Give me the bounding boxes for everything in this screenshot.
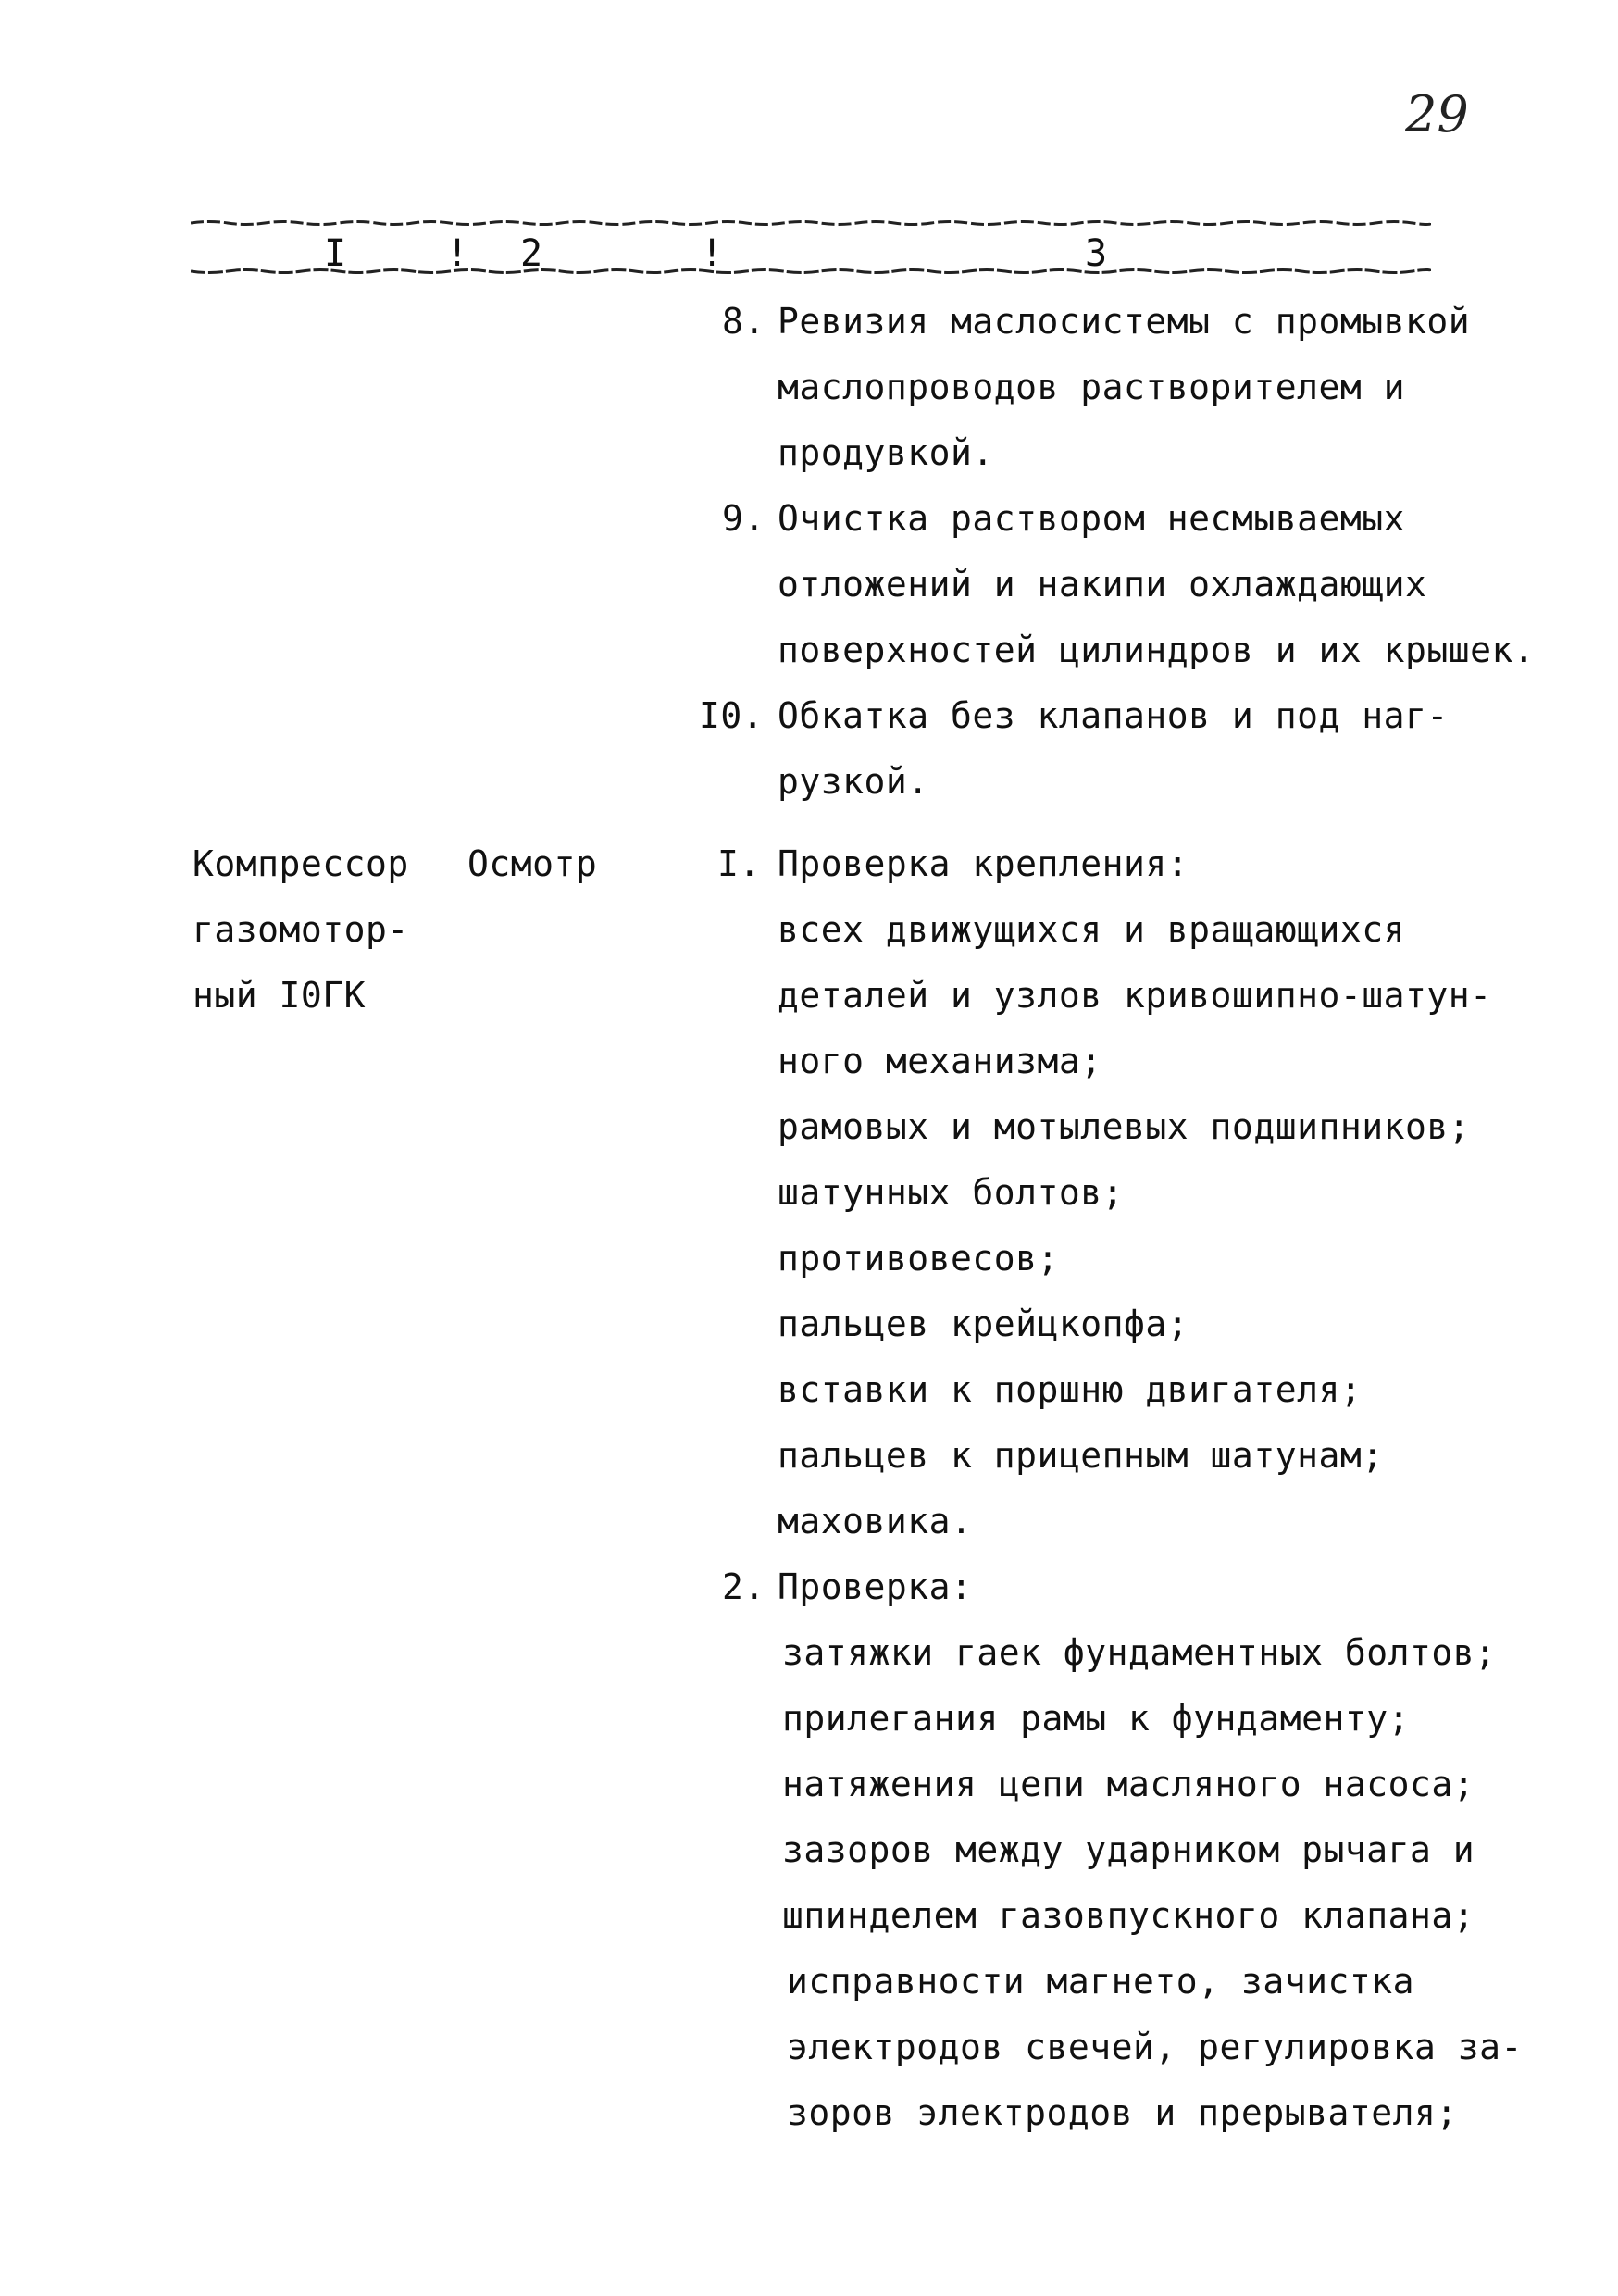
item-text: ного механизма;	[778, 1041, 1102, 1081]
equipment-name: газомотор-	[193, 909, 409, 950]
item-text: деталей и узлов кривошипно-шатун-	[778, 975, 1492, 1016]
item-text: маслопроводов растворителем и	[778, 367, 1405, 407]
header-bottom-rule	[191, 268, 1431, 274]
item-text: рузкой.	[778, 761, 929, 802]
item-number: 2.	[722, 1566, 765, 1607]
header-separator-1: !	[446, 232, 469, 275]
item-text: пальцев к прицепным шатунам;	[778, 1435, 1384, 1476]
page-number: 29	[1405, 85, 1469, 144]
item-text: шпинделем газовпускного клапана;	[782, 1895, 1475, 1936]
item-text: натяжения цепи масляного насоса;	[782, 1764, 1475, 1804]
item-text: Обкатка без клапанов и под наг-	[778, 695, 1449, 736]
header-separator-2: !	[701, 232, 724, 275]
item-text: всех движущихся и вращающихся	[778, 909, 1405, 950]
item-text: вставки к поршню двигателя;	[778, 1369, 1363, 1410]
item-text: Очистка раствором несмываемых	[778, 498, 1405, 539]
item-number: 8.	[722, 301, 765, 342]
item-text: шатунных болтов;	[778, 1172, 1125, 1213]
item-text: поверхностей цилиндров и их крышек.	[778, 630, 1536, 670]
header-col-2: 2	[520, 232, 543, 275]
item-text: прилегания рамы к фундаменту;	[782, 1698, 1410, 1739]
top-rule	[191, 220, 1431, 226]
item-number: I0.	[699, 695, 765, 736]
work-type: Осмотр	[467, 843, 598, 884]
equipment-name: Компрессор	[193, 843, 409, 884]
header-col-3: 3	[1085, 232, 1108, 275]
item-text: продувкой.	[778, 432, 994, 473]
item-text: маховика.	[778, 1501, 973, 1541]
item-text: Проверка крепления:	[778, 843, 1189, 884]
item-text: отложений и накипи охлаждающих	[778, 564, 1427, 605]
item-text: электродов свечей, регулировка за-	[787, 2027, 1523, 2067]
item-text: затяжки гаек фундаментных болтов;	[782, 1632, 1497, 1673]
item-text: Ревизия маслосистемы с промывкой	[778, 301, 1471, 342]
item-number: 9.	[722, 498, 765, 539]
item-text: рамовых и мотылевых подшипников;	[778, 1106, 1471, 1147]
item-text: зазоров между ударником рычага и	[782, 1829, 1475, 1870]
item-text: Проверка:	[778, 1566, 973, 1607]
item-number: I.	[717, 843, 761, 884]
item-text: пальцев крейцкопфа;	[778, 1304, 1189, 1344]
header-col-1: I	[324, 232, 347, 275]
item-text: исправности магнето, зачистка	[787, 1961, 1414, 2002]
equipment-name: ный I0ГК	[193, 975, 367, 1016]
item-text: противовесов;	[778, 1238, 1059, 1279]
item-text: зоров электродов и прерывателя;	[787, 2092, 1458, 2133]
